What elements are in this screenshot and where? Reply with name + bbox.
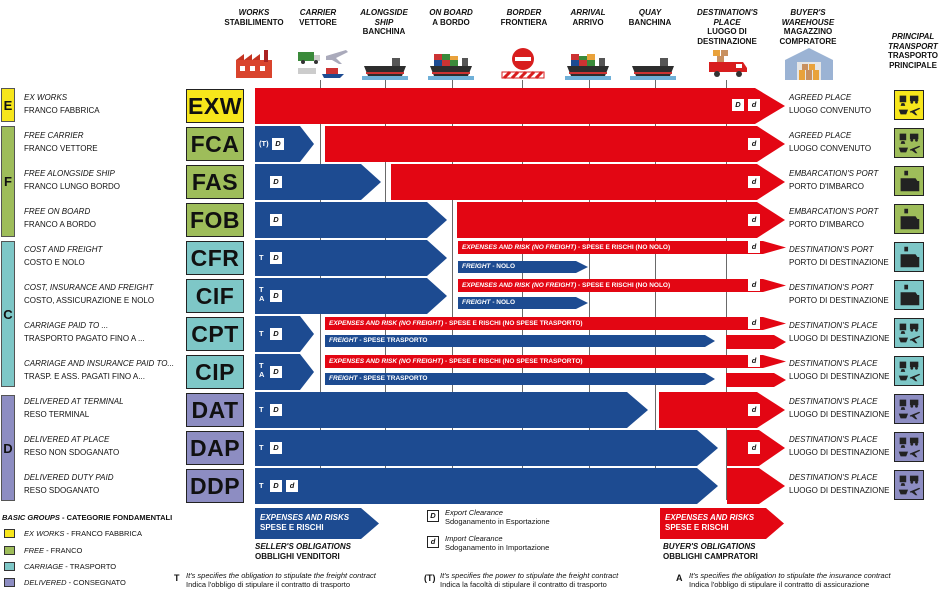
destination-text: AGREED PLACE LUOGO CONVENUTO	[789, 93, 872, 115]
term-code: CPT	[186, 317, 244, 351]
legend-item-D: DELIVERED - CONSEGNATO	[24, 578, 126, 587]
expenses-no-freight-label: EXPENSES AND RISK (NO FREIGHT) - SPESE E RISCHI (NO NOLO)	[462, 244, 671, 251]
export-clearance-mark: D	[270, 404, 282, 416]
term-description: COST, INSURANCE AND FREIGHT COSTO, ASSICURAZIONE E NOLO	[24, 283, 155, 305]
blue-band	[255, 316, 315, 352]
freight-obligation-mark: T	[259, 285, 264, 294]
border-icon	[500, 46, 546, 80]
destination-text: DESTINATION'S PLACE LUOGO DI DESTINAZIONE	[789, 473, 890, 495]
blue-band	[255, 468, 720, 504]
term-description: DELIVERED AT TERMINAL RESO TERMINAL	[24, 397, 124, 419]
import-clearance-mark: d	[748, 404, 760, 416]
ship-transport-icon	[894, 204, 924, 234]
header-border: BORDER FRONTIERA	[500, 8, 548, 27]
group-C: C	[1, 241, 15, 387]
freight-label: FREIGHT - NOLO	[462, 299, 516, 306]
import-clearance-mark: d	[748, 442, 760, 454]
red-end-band	[726, 335, 788, 349]
row-exw	[0, 88, 946, 124]
destination-text: DESTINATION'S PLACE LUOGO DI DESTINAZIONE	[789, 435, 890, 457]
ship-icon	[362, 46, 408, 80]
expenses-no-transport-label: EXPENSES AND RISK (NO FREIGHT) - SPESE E RISCHI (NO SPESE TRASPORTO)	[329, 320, 583, 327]
import-clearance-mark: d	[748, 355, 760, 367]
seller-arrow-label: EXPENSES AND RISKS SPESE E RISCHI	[260, 513, 350, 532]
blue-band	[255, 240, 449, 276]
import-clearance-mark: d	[748, 214, 760, 226]
export-clearance-legend-icon: D	[427, 510, 439, 522]
red-band	[457, 202, 787, 238]
freight-obligation-mark: T	[259, 361, 264, 370]
factory-icon	[234, 46, 274, 80]
import-clearance-mark: d	[748, 241, 760, 253]
freight-obligation-mark: T	[259, 405, 264, 414]
term-description: DELIVERED DUTY PAID RESO SDOGANATO	[24, 473, 114, 495]
import-clearance-mark: d	[748, 279, 760, 291]
term-description: FREE CARRIER FRANCO VETTORE	[24, 131, 98, 153]
freight-transport-label: FREIGHT - SPESE TRASPORTO	[329, 375, 428, 382]
transport-icons	[894, 90, 924, 120]
legend-swatch-C	[4, 562, 15, 571]
destination-text: DESTINATION'S PORT PORTO DI DESTINAZIONE	[789, 283, 889, 305]
legend-swatch-E	[4, 529, 15, 538]
row-fca	[0, 126, 946, 162]
import-clearance-mark: d	[286, 480, 298, 492]
export-clearance-mark: D	[270, 252, 282, 264]
row-cip	[0, 354, 946, 390]
blue-band	[255, 202, 449, 238]
header-warehouse: BUYER'S WAREHOUSE MAGAZZINO COMPRATORE	[779, 8, 837, 46]
export-clearance-mark: D	[272, 138, 284, 150]
freight-obligation-mark: T	[259, 443, 264, 452]
ship-transport-icon	[894, 166, 924, 196]
group-E: E	[1, 88, 15, 122]
header-quay: QUAY BANCHINA	[628, 8, 672, 27]
red-band	[659, 392, 787, 428]
term-description: CARRIAGE AND INSURANCE PAID TO... TRASP. E ASS. PAGATI FINO A...	[24, 359, 175, 381]
transport-icons	[894, 394, 924, 424]
transport-icons	[894, 470, 924, 500]
row-cif	[0, 278, 946, 314]
note-freight-obligation: It's specifies the obligation to stipulate the freight contract Indica l'obbligo di stipulare il contratto di trasporto	[186, 571, 376, 589]
row-fas	[0, 164, 946, 200]
transport-icons	[894, 432, 924, 462]
header-works: WORKS STABILIMENTO	[224, 8, 284, 27]
header-principal-transport: PRINCIPAL TRANSPORT TRASPORTO PRINCIPALE	[887, 32, 939, 70]
legend-item-E: EX WORKS - FRANCO FABBRICA	[24, 529, 142, 538]
destination-text: EMBARCATION'S PORT PORTO D'IMBARCO	[789, 169, 879, 191]
destination-text: DESTINATION'S PLACE LUOGO DI DESTINAZIONE	[789, 359, 890, 381]
term-code: FOB	[186, 203, 244, 237]
blue-band	[255, 392, 650, 428]
freight-obligation-mark: T	[259, 481, 264, 490]
quay-ship-icon	[630, 46, 676, 80]
group-F: F	[1, 126, 15, 237]
legend-item-C: CARRIAGE - TRASPORTO	[24, 562, 117, 571]
term-description: EX WORKS FRANCO FABBRICA	[24, 93, 100, 115]
row-cfr	[0, 240, 946, 276]
export-clearance-mark: D	[270, 328, 282, 340]
freight-obligation-mark: T	[259, 253, 264, 262]
row-dat	[0, 392, 946, 428]
term-description: FREE ALONGSIDE SHIP FRANCO LUNGO BORDO	[24, 169, 121, 191]
legend-item-F: FREE - FRANCO	[24, 546, 83, 555]
row-fob	[0, 202, 946, 238]
group-D: D	[1, 395, 15, 501]
ship-transport-icon	[894, 242, 924, 272]
header-on-board: ON BOARD A BORDO	[429, 8, 473, 27]
term-code: CIF	[186, 279, 244, 313]
header-carrier: CARRIER VETTORE	[299, 8, 337, 27]
destination-text: DESTINATION'S PLACE LUOGO DI DESTINAZIONE	[789, 321, 890, 343]
term-code: FCA	[186, 127, 244, 161]
buyer-arrow-label: EXPENSES AND RISKS SPESE E RISCHI	[665, 513, 755, 532]
term-code: EXW	[186, 89, 244, 123]
red-band	[727, 468, 787, 504]
freight-obligation-mark: T	[259, 329, 264, 338]
note-insurance-obligation: It's specifies the obligation to stipulate the insurance contract Indica l'obbligo di stipulare il contratto di assicurazione	[689, 571, 891, 589]
insurance-obligation-mark: A	[259, 294, 265, 303]
transport-icons	[894, 318, 924, 348]
red-end-band	[726, 373, 788, 387]
transport-icons	[894, 356, 924, 386]
red-band	[325, 126, 787, 162]
legend-swatch-D	[4, 578, 15, 587]
destination-text: DESTINATION'S PORT PORTO DI DESTINAZIONE	[789, 245, 889, 267]
blue-band	[255, 278, 449, 314]
warehouse-icon	[783, 46, 835, 80]
header-destination: DESTINATION'S PLACE LUOGO DI DESTINAZIONE	[697, 8, 758, 46]
note-freight-power: It's specifies the power to stipulate the freight contract Indica la facoltà di stipulare il contratto di trasporto	[440, 571, 619, 589]
import-clearance-mark: d	[748, 317, 760, 329]
row-ddp	[0, 468, 946, 504]
destination-text: EMBARCATION'S PORT PORTO D'IMBARCO	[789, 207, 879, 229]
term-code: CIP	[186, 355, 244, 389]
red-band	[391, 164, 787, 200]
term-code: DDP	[186, 469, 244, 503]
term-description: DELIVERED AT PLACE RESO NON SDOGANATO	[24, 435, 120, 457]
import-clearance-mark: d	[748, 99, 760, 111]
transport-icons	[894, 128, 924, 158]
import-clearance-mark: d	[748, 138, 760, 150]
ship-transport-icon	[894, 280, 924, 310]
destination-text: AGREED PLACE LUOGO CONVENUTO	[789, 131, 872, 153]
import-clearance-mark: d	[748, 176, 760, 188]
export-clearance-mark: D	[270, 214, 282, 226]
freight-label: FREIGHT - NOLO	[462, 263, 516, 270]
freight-power-mark: (T)	[259, 139, 269, 148]
header-alongside: ALONGSIDE SHIP BANCHINA	[360, 8, 408, 36]
export-clearance-legend: Export Clearance Sdoganamento in Esportazione	[445, 508, 550, 526]
arrival-ship-icon	[565, 46, 611, 80]
export-clearance-mark: D	[732, 99, 744, 111]
term-code: FAS	[186, 165, 244, 199]
expenses-no-transport-label: EXPENSES AND RISK (NO FREIGHT) - SPESE E RISCHI (NO SPESE TRASPORTO)	[329, 358, 583, 365]
import-clearance-legend: Import Clearance Sdoganamento in Importazione	[445, 534, 550, 552]
note-mark-a: A	[676, 573, 683, 583]
term-code: CFR	[186, 241, 244, 275]
header-arrival: ARRIVAL ARRIVO	[570, 8, 606, 27]
insurance-obligation-mark: A	[259, 370, 265, 379]
export-clearance-mark: D	[270, 290, 282, 302]
basic-groups-title: BASIC GROUPS - CATEGORIE FONDAMENTALI	[2, 513, 173, 522]
term-description: COST AND FREIGHT COSTO E NOLO	[24, 245, 103, 267]
destination-text: DESTINATION'S PLACE LUOGO DI DESTINAZIONE	[789, 397, 890, 419]
row-dap	[0, 430, 946, 466]
term-code: DAT	[186, 393, 244, 427]
export-clearance-mark: D	[270, 442, 282, 454]
expenses-no-freight-label: EXPENSES AND RISK (NO FREIGHT) - SPESE E RISCHI (NO NOLO)	[462, 282, 671, 289]
freight-transport-label: FREIGHT - SPESE TRASPORTO	[329, 337, 428, 344]
delivery-truck-icon	[705, 46, 751, 80]
note-mark-tp: (T)	[424, 573, 436, 583]
seller-obligations-title: SELLER'S OBLIGATIONS OBBLIGHI VENDITORI	[255, 542, 351, 561]
legend-swatch-F	[4, 546, 15, 555]
red-band	[255, 88, 787, 124]
term-code: DAP	[186, 431, 244, 465]
export-clearance-mark: D	[270, 366, 282, 378]
row-cpt	[0, 316, 946, 352]
truck-plane-ship-icon	[296, 46, 348, 80]
term-description: FREE ON BOARD FRANCO A BORDO	[24, 207, 97, 229]
export-clearance-mark: D	[270, 480, 282, 492]
term-description: CARRIAGE PAID TO ... TRASPORTO PAGATO FINO A ...	[24, 321, 145, 343]
loaded-ship-icon	[428, 46, 474, 80]
buyer-obligations-title: BUYER'S OBLIGATIONS OBBLIGHI CAMPRATORI	[663, 542, 758, 561]
blue-band	[255, 430, 720, 466]
import-clearance-legend-icon: d	[427, 536, 439, 548]
export-clearance-mark: D	[270, 176, 282, 188]
note-mark-t: T	[174, 573, 180, 583]
